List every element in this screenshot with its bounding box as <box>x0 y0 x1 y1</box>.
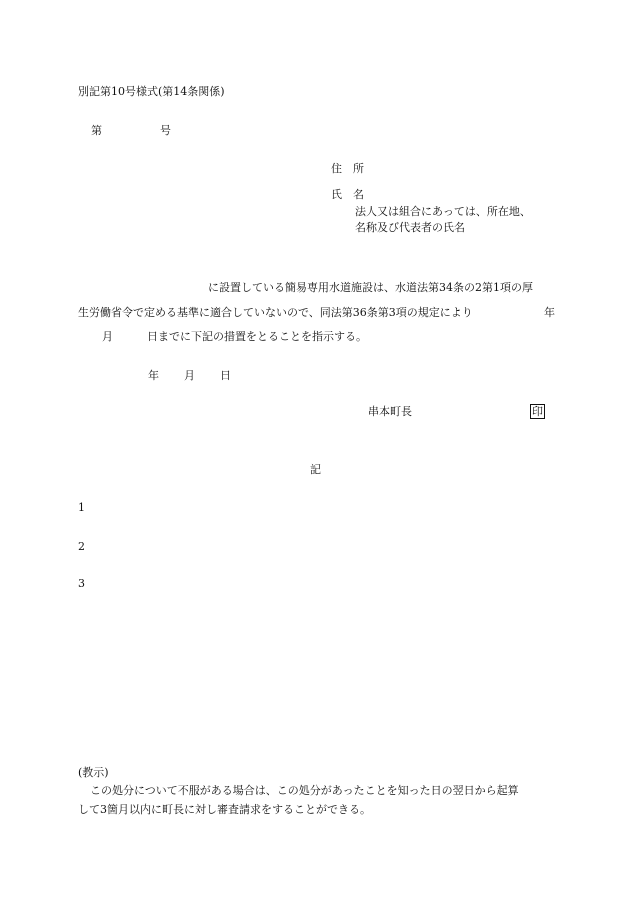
body-line3-month: 月 <box>102 330 113 343</box>
notice-line1: この処分について不服がある場合は、この処分があったことを知った日の翌日から起算 <box>90 784 519 797</box>
item-1: 1 <box>78 501 85 514</box>
record-heading: 記 <box>310 463 321 476</box>
seal-mark: 印 <box>532 405 543 418</box>
date-month: 月 <box>184 369 195 382</box>
body-line2-year: 年 <box>544 306 555 319</box>
body-line2: 生労働省令で定める基準に適合していないので、同法第36条第3項の規定により <box>78 306 473 319</box>
corporate-note-line2: 名称及び代表者の氏名 <box>355 221 465 234</box>
notice-heading: (教示) <box>78 766 109 779</box>
form-title: 別記第10号様式(第14条関係) <box>78 85 225 98</box>
item-3: 3 <box>78 577 85 590</box>
issuer-title: 串本町長 <box>368 405 412 418</box>
date-day: 日 <box>220 369 231 382</box>
body-line3-rest: 日までに下記の措置をとることを指示する。 <box>147 330 367 343</box>
body-line1: に設置している簡易専用水道施設は、水道法第34条の2第1項の厚 <box>208 281 533 294</box>
item-2: 2 <box>78 540 85 553</box>
number-prefix: 第 <box>91 124 102 137</box>
name-label: 氏 名 <box>331 188 364 201</box>
date-year: 年 <box>148 369 159 382</box>
number-suffix: 号 <box>160 124 171 137</box>
address-label: 住 所 <box>331 162 364 175</box>
notice-line2: して3箇月以内に町長に対し審査請求をすることができる。 <box>78 803 371 816</box>
corporate-note-line1: 法人又は組合にあっては、所在地、 <box>355 205 531 218</box>
